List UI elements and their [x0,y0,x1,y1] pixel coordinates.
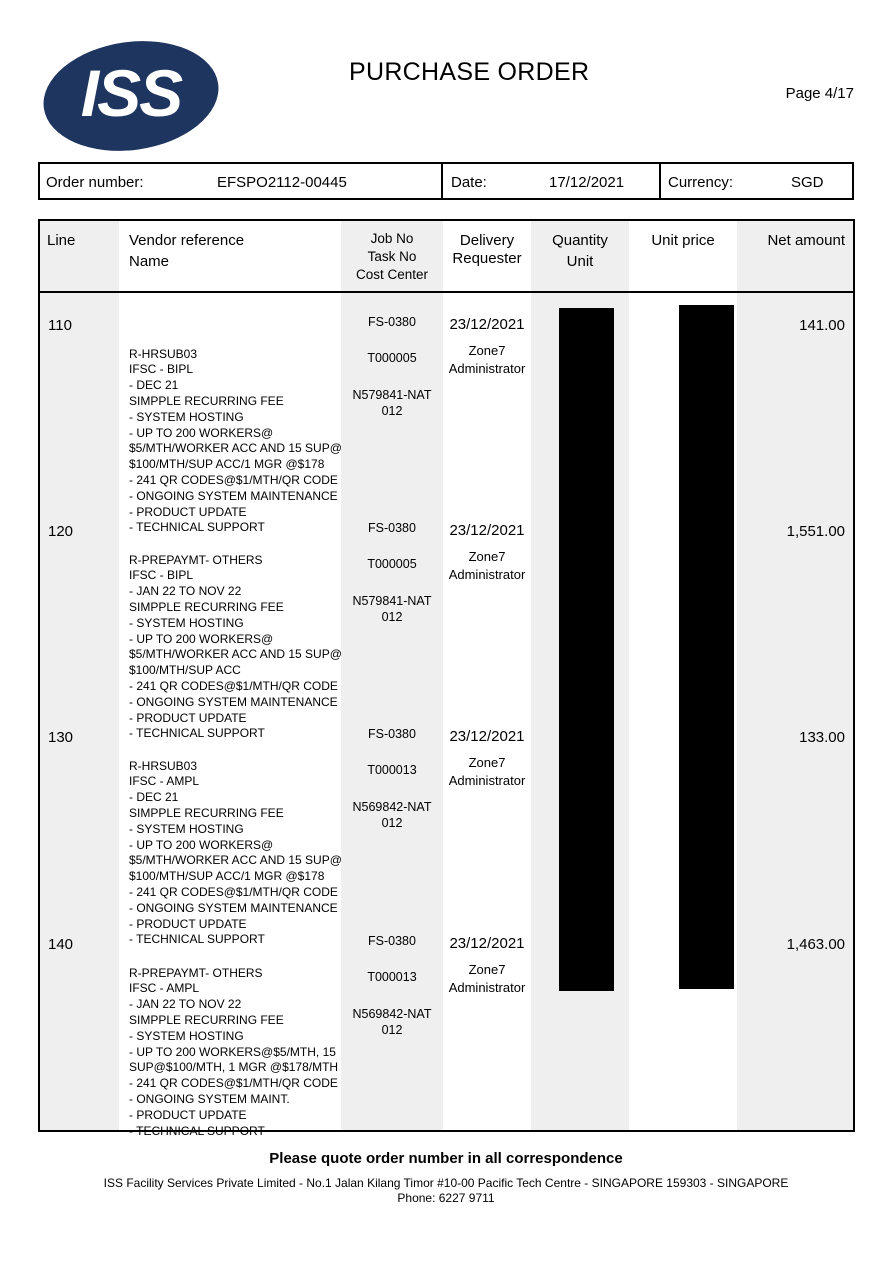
task-number: T000013 [367,763,417,777]
header-delivery: Delivery [459,232,515,249]
vendor-description: R-PREPAYMT- OTHERS IFSC - AMPL - JAN 22 TO NOV 22 SIMPPLE RECURRING FEE - SYSTEM HOSTING - UP TO 200 WORKERS@$5/MTH, 15 SUP@$100/MTH, 1 MGR @$178/MTH - 241 QR CODES@$1/MTH/QR CODE - ONGOING SYSTEM MAINT. - PRODUCT UPDATE - TECHNICAL SUPPORT [129,965,339,1138]
header-net-amount: Net amount [767,232,845,249]
line-number: 140 [48,936,74,953]
net-amount: 1,551.00 [786,523,845,540]
order-info-bar [38,162,854,200]
divider [659,164,661,198]
net-amount: 1,463.00 [786,936,845,953]
header-job-no: Job No [370,231,414,246]
currency-label: Currency: [668,174,734,191]
requester: Zone7 Administrator [448,549,526,582]
table-row [40,921,853,1138]
requester: Zone7 Administrator [448,343,526,376]
header-unit: Unit [566,253,594,270]
task-number: T000005 [367,557,417,571]
header-divider [40,291,853,293]
header-quantity: Quantity [552,232,608,249]
date-label: Date: [451,174,487,191]
header-unit-price: Unit price [651,232,715,249]
header-name: Name [129,253,170,270]
order-lines-table [38,219,855,1138]
order-number-label: Order number: [46,174,144,191]
footer-address-block [0,1176,892,1206]
cost-center: N569842-NAT 012 [352,1007,432,1037]
vendor-description: R-HRSUB03 IFSC - BIPL - DEC 21 SIMPPLE RECURRING FEE - SYSTEM HOSTING - UP TO 200 WORKERS@ $5/MTH/WORKER ACC AND 15 SUP@ $100/MTH/SUP ACC/1 MGR @$178 - 241 QR CODES@$1/MTH/QR CODE - ONGOING SYSTEM MAINTENANCE - PRODUCT UPDATE - TECHNICAL SUPPORT [129,346,342,535]
iss-logo [42,40,220,152]
task-number: T000005 [367,351,417,365]
job-number: FS-0380 [368,315,416,329]
job-number: FS-0380 [368,727,416,741]
task-number: T000013 [367,970,417,984]
header-task-no: Task No [367,249,417,264]
cost-center: N579841-NAT 012 [352,594,432,624]
delivery-date: 23/12/2021 [449,935,525,952]
cost-center: N579841-NAT 012 [352,388,432,418]
date-value: 17/12/2021 [549,174,625,191]
currency-value: SGD [791,174,824,191]
job-number: FS-0380 [368,934,416,948]
company-phone: Phone: 6227 9711 [397,1191,495,1205]
delivery-date: 23/12/2021 [449,522,525,539]
requester: Zone7 Administrator [448,755,526,788]
header-vendor-ref: Vendor reference [129,232,245,249]
logo-text: ISS [80,56,182,130]
header-cost-center: Cost Center [355,267,429,282]
delivery-date: 23/12/2021 [449,728,525,745]
line-number: 120 [48,523,74,540]
order-number-value: EFSPO2112-00445 [217,174,347,191]
cost-center: N569842-NAT 012 [352,800,432,830]
company-address: ISS Facility Services Private Limited - No.1 Jalan Kilang Timor #10-00 Pacific Tech Centre - SINGAPORE 159303 - SINGAPORE [103,1176,789,1190]
vendor-description: R-PREPAYMT- OTHERS IFSC - BIPL - JAN 22 TO NOV 22 SIMPPLE RECURRING FEE - SYSTEM HOSTING - UP TO 200 WORKERS@ $5/MTH/WORKER ACC AND 15 SUP@ $100/MTH/SUP ACC - 241 QR CODES@$1/MTH/QR CODE - ONGOING SYSTEM MAINTENANCE - PRODUCT UPDATE - TECHNICAL SUPPORT [129,552,342,741]
footer-notice: Please quote order number in all correspondence [269,1150,623,1167]
net-amount: 141.00 [799,317,845,334]
requester: Zone7 Administrator [448,962,526,995]
vendor-description: R-HRSUB03 IFSC - AMPL - DEC 21 SIMPPLE RECURRING FEE - SYSTEM HOSTING - UP TO 200 WORKERS@ $5/MTH/WORKER ACC AND 15 SUP@ $100/MTH/SUP ACC/1 MGR @$178 - 241 QR CODES@$1/MTH/QR CODE - ONGOING SYSTEM MAINTENANCE - PRODUCT UPDATE - TECHNICAL SUPPORT [129,758,342,947]
header-requester: Requester [452,250,522,267]
job-number: FS-0380 [368,521,416,535]
line-number: 130 [48,729,74,746]
delivery-date: 23/12/2021 [449,316,525,333]
net-amount: 133.00 [799,729,845,746]
page-number: Page 4/17 [785,85,854,102]
divider [441,164,443,198]
page-title: PURCHASE ORDER [349,58,590,86]
header-line: Line [47,232,76,249]
line-number: 110 [48,317,72,334]
